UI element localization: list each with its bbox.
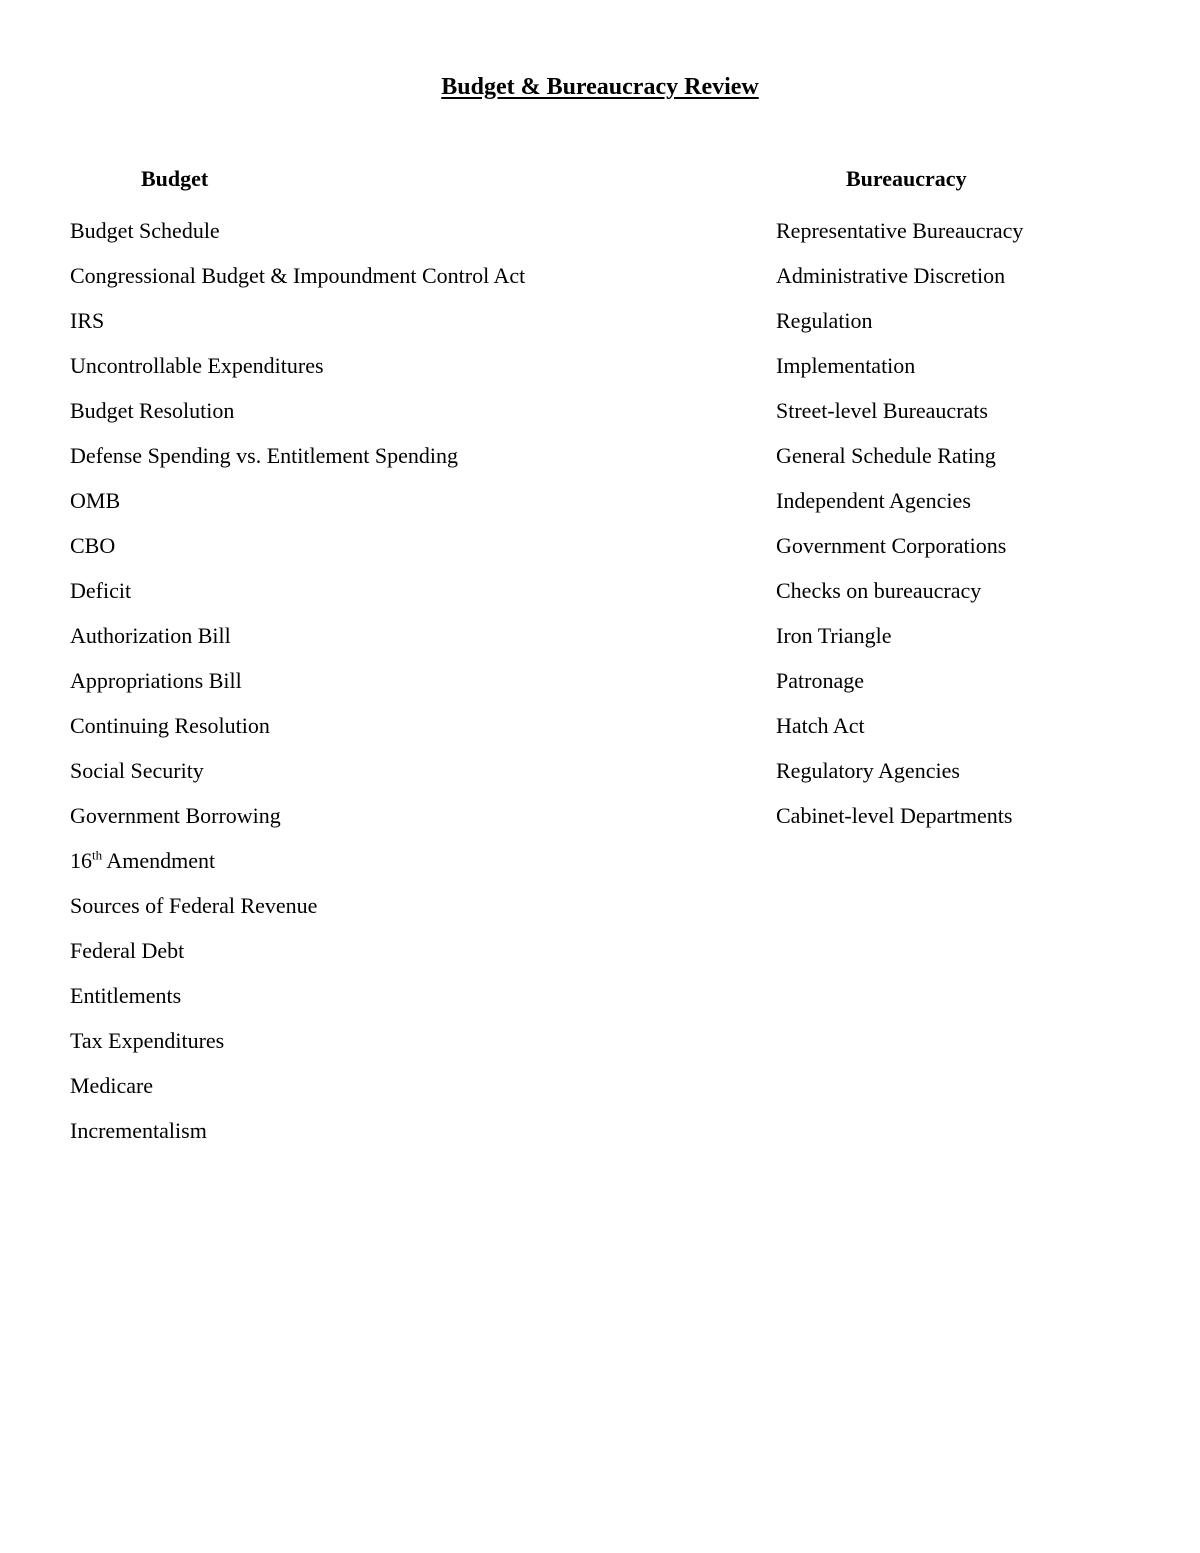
- bureaucracy-term: Hatch Act: [776, 713, 865, 738]
- budget-term-amendment: [70, 838, 525, 883]
- bureaucracy-term-list: [776, 208, 1023, 838]
- budget-term: Incrementalism: [70, 1118, 207, 1143]
- bureaucracy-term: Iron Triangle: [776, 623, 892, 648]
- page-title: Budget & Bureaucracy Review: [441, 74, 759, 100]
- budget-column-heading: Budget: [141, 166, 209, 191]
- budget-term: Appropriations Bill: [70, 668, 242, 693]
- bureaucracy-term: General Schedule Rating: [776, 443, 996, 468]
- bureaucracy-term: Regulation: [776, 308, 873, 333]
- budget-term: Budget Schedule: [70, 218, 220, 243]
- bureaucracy-term: Patronage: [776, 668, 864, 693]
- budget-term: Congressional Budget & Impoundment Control Act: [70, 263, 526, 288]
- budget-term: Uncontrollable Expenditures: [70, 353, 324, 378]
- budget-term: Authorization Bill: [70, 623, 231, 648]
- amendment-ordinal-suffix: th: [92, 847, 103, 863]
- amendment-number: 16: [70, 848, 92, 873]
- bureaucracy-term: Street-level Bureaucrats: [776, 398, 988, 423]
- bureaucracy-term: Independent Agencies: [776, 488, 971, 513]
- amendment-word: Amendment: [102, 848, 216, 873]
- bureaucracy-term: Regulatory Agencies: [776, 758, 960, 783]
- budget-term: OMB: [70, 488, 121, 513]
- budget-term: Budget Resolution: [70, 398, 235, 423]
- budget-term: Entitlements: [70, 983, 182, 1008]
- bureaucracy-term: Checks on bureaucracy: [776, 578, 982, 603]
- budget-term: Deficit: [70, 578, 132, 603]
- bureaucracy-term: Implementation: [776, 353, 916, 378]
- budget-term: Defense Spending vs. Entitlement Spending: [70, 443, 458, 468]
- bureaucracy-term: Representative Bureaucracy: [776, 218, 1024, 243]
- budget-term: Tax Expenditures: [70, 1028, 225, 1053]
- budget-term: Social Security: [70, 758, 204, 783]
- bureaucracy-term: Cabinet-level Departments: [776, 803, 1013, 828]
- bureaucracy-term: Government Corporations: [776, 533, 1007, 558]
- budget-term: IRS: [70, 308, 105, 333]
- bureaucracy-column-heading: Bureaucracy: [846, 166, 967, 191]
- budget-term: Sources of Federal Revenue: [70, 893, 318, 918]
- budget-term: Continuing Resolution: [70, 713, 270, 738]
- budget-term: Medicare: [70, 1073, 154, 1098]
- bureaucracy-term: Administrative Discretion: [776, 263, 1006, 288]
- budget-term: Federal Debt: [70, 938, 185, 963]
- budget-term-list: [70, 208, 525, 1153]
- budget-term: Government Borrowing: [70, 803, 281, 828]
- budget-term: CBO: [70, 533, 116, 558]
